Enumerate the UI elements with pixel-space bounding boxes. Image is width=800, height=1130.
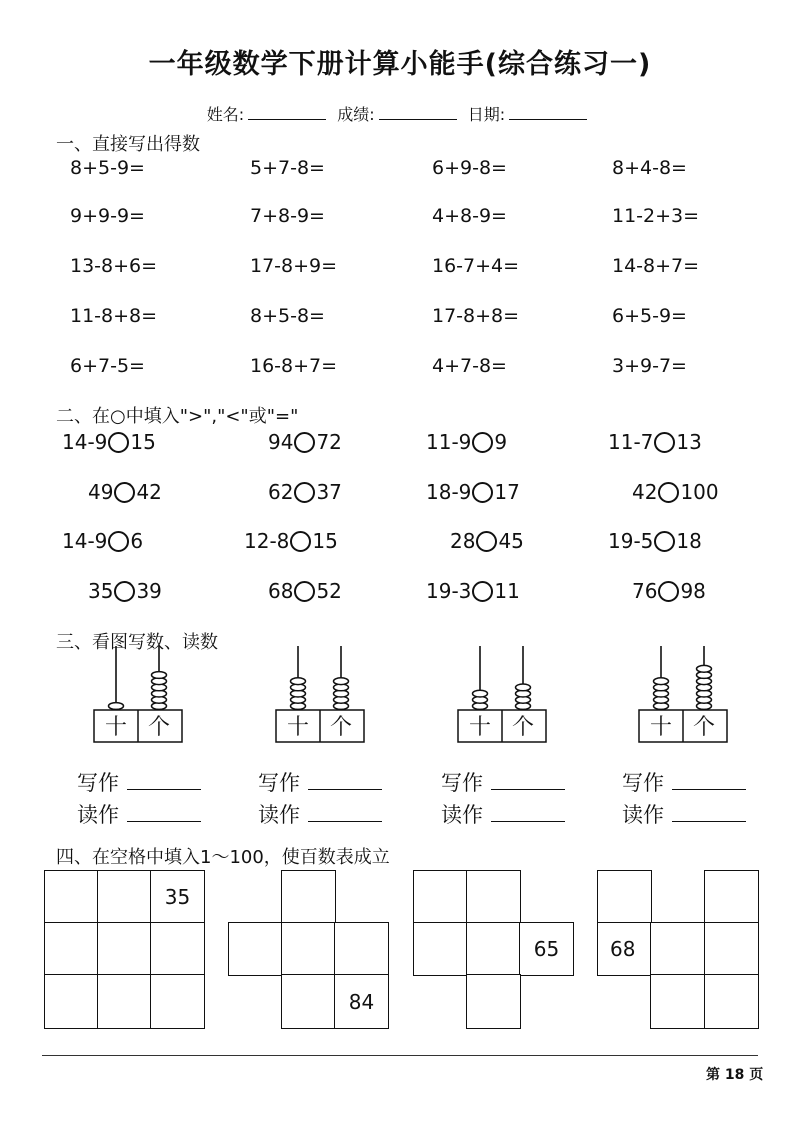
score-blank[interactable] [379, 104, 457, 120]
answer-blank[interactable] [127, 769, 201, 790]
read-as-line [77, 799, 201, 829]
left-operand: 94 [268, 430, 294, 454]
arithmetic-problem: 6+5-9= [612, 305, 687, 327]
tens-bead [291, 678, 306, 685]
grid-cell[interactable] [44, 870, 99, 924]
arithmetic-problem: 11-8+8= [70, 305, 158, 327]
read-label: 读作 [258, 803, 300, 827]
arithmetic-problem: 13-8+6= [70, 255, 158, 277]
arithmetic-problem: 4+7-8= [432, 355, 507, 377]
right-operand: 17 [494, 480, 520, 504]
answer-blank[interactable] [127, 801, 201, 822]
arithmetic-problem: 17-8+9= [250, 255, 338, 277]
answer-blank[interactable] [672, 769, 746, 790]
answer-circle[interactable] [472, 482, 493, 503]
section4-heading: 四、在空格中填入1～100，使百数表成立 [56, 847, 390, 868]
grid-cell[interactable] [413, 922, 468, 976]
arithmetic-problem: 4+8-9= [432, 205, 507, 227]
page-number: 第 18 页 [706, 1067, 764, 1083]
answer-circle[interactable] [472, 432, 493, 453]
grid-cell[interactable] [413, 870, 468, 924]
write-as-line [622, 767, 746, 797]
grid-cell[interactable] [466, 870, 521, 924]
right-operand: 15 [130, 430, 156, 454]
left-operand: 19-3 [426, 579, 472, 603]
grid-cell[interactable] [466, 922, 521, 976]
arithmetic-problem: 11-2+3= [612, 205, 700, 227]
name-blank[interactable] [248, 104, 326, 120]
write-label: 写作 [77, 771, 119, 795]
answer-blank[interactable] [491, 801, 565, 822]
grid-cell[interactable] [44, 922, 99, 976]
comparison-item [450, 529, 524, 553]
answer-circle[interactable] [476, 531, 497, 552]
comparison-item [426, 480, 520, 504]
left-operand: 42 [632, 480, 658, 504]
section2-heading: 二、在○中填入">","<"或"=" [56, 406, 299, 427]
student-info-line [0, 102, 800, 125]
comparison-item [608, 430, 702, 454]
grid-cell[interactable] [650, 922, 706, 976]
tens-place-label: 十 [286, 715, 310, 740]
tens-place-label: 十 [104, 715, 128, 740]
left-operand: 14-9 [62, 430, 108, 454]
write-as-line [441, 767, 565, 797]
answer-blank[interactable] [491, 769, 565, 790]
arithmetic-problem: 9+9-9= [70, 205, 145, 227]
right-operand: 100 [680, 480, 719, 504]
answer-circle[interactable] [294, 482, 315, 503]
read-as-line [441, 799, 565, 829]
read-label: 读作 [77, 803, 119, 827]
ones-bead [152, 672, 167, 679]
arithmetic-problem: 8+5-9= [70, 157, 145, 179]
grid3-given-cell: 65 [519, 922, 574, 976]
comparison-item [244, 529, 338, 553]
answer-circle[interactable] [654, 531, 675, 552]
answer-circle[interactable] [114, 482, 135, 503]
tens-bead [473, 690, 488, 697]
abacus [93, 614, 185, 744]
grid-cell[interactable] [97, 922, 152, 976]
comparison-item [632, 480, 719, 504]
grid-cell[interactable] [281, 870, 336, 924]
write-label: 写作 [441, 771, 483, 795]
right-operand: 6 [130, 529, 144, 553]
grid-cell[interactable] [597, 870, 652, 924]
answer-circle[interactable] [290, 531, 311, 552]
comparison-item [268, 430, 342, 454]
left-operand: 62 [268, 480, 294, 504]
answer-circle[interactable] [108, 432, 129, 453]
answer-circle[interactable] [108, 531, 129, 552]
arithmetic-problem: 14-8+7= [612, 255, 700, 277]
ones-bead [334, 678, 349, 685]
left-operand: 18-9 [426, 480, 472, 504]
tens-place-label: 十 [649, 715, 673, 740]
comparison-item [426, 579, 520, 603]
date-blank[interactable] [509, 104, 587, 120]
right-operand: 18 [676, 529, 702, 553]
section3-heading: 三、看图写数、读数 [56, 632, 218, 653]
right-operand: 98 [680, 579, 706, 603]
left-operand: 19-5 [608, 529, 654, 553]
page-title: 一年级数学下册计算小能手(综合练习一) [148, 49, 652, 80]
answer-circle[interactable] [114, 581, 135, 602]
comparison-item [268, 480, 342, 504]
comparison-item [426, 430, 507, 454]
arithmetic-problem: 6+9-8= [432, 157, 507, 179]
grid-cell[interactable] [466, 974, 521, 1029]
left-operand: 76 [632, 579, 658, 603]
date-label: 日期: [467, 105, 506, 124]
section1-heading: 一、直接写出得数 [56, 134, 200, 155]
ones-place-label: 个 [692, 715, 716, 740]
answer-blank[interactable] [672, 801, 746, 822]
answer-blank[interactable] [308, 769, 382, 790]
comparison-item [62, 430, 156, 454]
arithmetic-problem: 17-8+8= [432, 305, 520, 327]
answer-circle[interactable] [294, 581, 315, 602]
right-operand: 52 [316, 579, 342, 603]
grid-cell[interactable] [97, 870, 152, 924]
comparison-item [268, 579, 342, 603]
tens-place-label: 十 [468, 715, 492, 740]
right-operand: 13 [676, 430, 702, 454]
right-operand: 42 [136, 480, 162, 504]
left-operand: 28 [450, 529, 476, 553]
abacus [275, 614, 367, 744]
comparison-item [62, 529, 143, 553]
grid-cell[interactable] [97, 974, 152, 1029]
grid-cell[interactable] [281, 974, 336, 1029]
left-operand: 49 [88, 480, 114, 504]
grid-cell[interactable] [704, 974, 759, 1029]
right-operand: 9 [494, 430, 508, 454]
write-as-line [77, 767, 201, 797]
grid2-given-cell: 84 [334, 974, 389, 1029]
left-operand: 11-9 [426, 430, 472, 454]
comparison-item [88, 480, 162, 504]
arithmetic-problem: 8+5-8= [250, 305, 325, 327]
left-operand: 11-7 [608, 430, 654, 454]
ones-place-label: 个 [329, 715, 353, 740]
ones-bead [516, 684, 531, 691]
left-operand: 68 [268, 579, 294, 603]
grid-cell[interactable] [44, 974, 99, 1029]
arithmetic-problem: 6+7-5= [70, 355, 145, 377]
ones-bead [697, 665, 712, 672]
answer-circle[interactable] [658, 581, 679, 602]
grid4-given-cell: 68 [597, 922, 652, 976]
name-label: 姓名: [206, 105, 245, 124]
grid1-given-cell: 35 [150, 870, 205, 924]
left-operand: 35 [88, 579, 114, 603]
abacus [638, 614, 730, 744]
grid-cell[interactable] [228, 922, 283, 976]
read-label: 读作 [622, 803, 664, 827]
answer-circle[interactable] [654, 432, 675, 453]
comparison-item [88, 579, 162, 603]
comparison-item [608, 529, 702, 553]
write-label: 写作 [622, 771, 664, 795]
grid-cell[interactable] [334, 922, 389, 976]
grid-cell[interactable] [281, 922, 336, 976]
arithmetic-problem: 3+9-7= [612, 355, 687, 377]
grid-cell[interactable] [704, 870, 759, 924]
right-operand: 15 [312, 529, 338, 553]
left-operand: 12-8 [244, 529, 290, 553]
grid-cell[interactable] [150, 922, 205, 976]
tens-bead [654, 678, 669, 685]
right-operand: 11 [494, 579, 520, 603]
right-operand: 72 [316, 430, 342, 454]
arithmetic-problem: 16-8+7= [250, 355, 338, 377]
grid-cell[interactable] [150, 974, 205, 1029]
tens-bead [109, 703, 124, 710]
write-label: 写作 [258, 771, 300, 795]
arithmetic-problem: 8+4-8= [612, 157, 687, 179]
read-as-line [622, 799, 746, 829]
answer-circle[interactable] [294, 432, 315, 453]
arithmetic-problem: 5+7-8= [250, 157, 325, 179]
arithmetic-problem: 16-7+4= [432, 255, 520, 277]
arithmetic-problem: 7+8-9= [250, 205, 325, 227]
right-operand: 39 [136, 579, 162, 603]
comparison-item [632, 579, 706, 603]
abacus [457, 614, 549, 744]
read-as-line [258, 799, 382, 829]
answer-circle[interactable] [658, 482, 679, 503]
answer-circle[interactable] [472, 581, 493, 602]
right-operand: 37 [316, 480, 342, 504]
read-label: 读作 [441, 803, 483, 827]
right-operand: 45 [498, 529, 524, 553]
score-label: 成绩: [337, 105, 375, 124]
grid-cell[interactable] [704, 922, 759, 976]
answer-blank[interactable] [308, 801, 382, 822]
footer-divider [42, 1055, 758, 1056]
ones-place-label: 个 [511, 715, 535, 740]
grid-cell[interactable] [650, 974, 706, 1029]
ones-place-label: 个 [147, 715, 171, 740]
left-operand: 14-9 [62, 529, 108, 553]
write-as-line [258, 767, 382, 797]
